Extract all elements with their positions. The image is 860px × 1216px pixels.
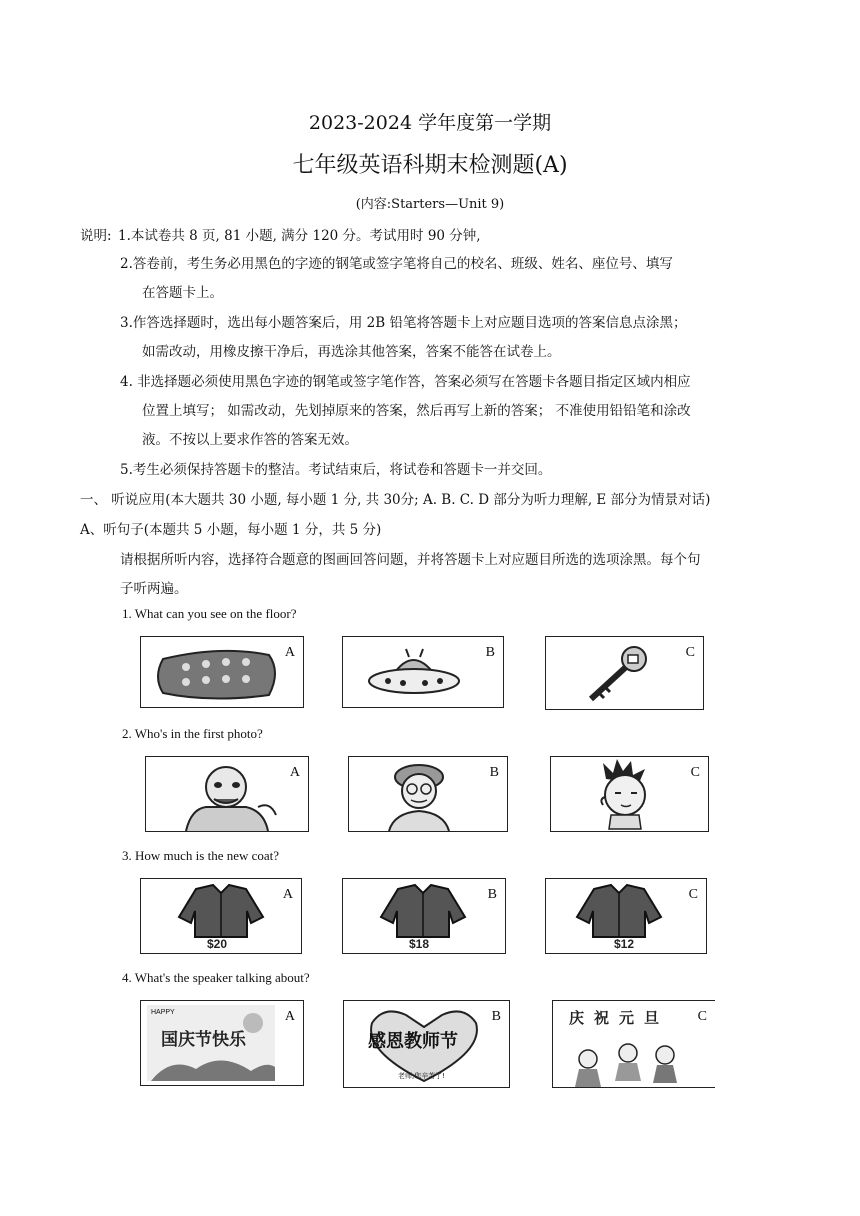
option-label: C: [685, 645, 695, 660]
option-label: B: [487, 887, 497, 902]
instruction-3-cont: 如需改动，用橡皮擦干净后，再选涂其他答案，答案不能答在试卷上。: [142, 344, 561, 360]
section-heading: 一、 听说应用(本大题共 30 小题, 每小题 1 分, 共 30分; A. B. C. D 部分为听力理解, E 部分为情景对话): [80, 492, 711, 508]
exam-term: 2023-2024 学年度第一学期: [308, 112, 552, 134]
q4-option-b-picture[interactable]: [343, 1000, 510, 1088]
old-man-icon: [146, 757, 308, 831]
q3-option-a-picture[interactable]: [140, 878, 302, 954]
q2-option-c-picture[interactable]: [550, 756, 709, 832]
q1-option-a-picture[interactable]: [140, 636, 304, 708]
option-label: A: [284, 1009, 295, 1024]
card-happy-text: HAPPY: [151, 1009, 175, 1016]
option-label: B: [485, 645, 495, 660]
part-a-directions-cont: 子听两遍。: [120, 581, 188, 597]
key-icon: [546, 637, 703, 709]
option-label: C: [688, 887, 698, 902]
option-label: C: [697, 1009, 707, 1024]
instruction-4: 4. 非选择题必须使用黑色字迹的钢笔或签字笔作答，答案必须写在答题卡各题目指定区域内相应: [120, 374, 691, 390]
question-2: 2. Who's in the first photo?: [122, 726, 263, 741]
q2-option-b-picture[interactable]: [348, 756, 508, 832]
q4-option-a-picture[interactable]: [140, 1000, 304, 1086]
option-label: A: [282, 887, 293, 902]
question-4: 4. What's the speaker talking about?: [122, 970, 310, 985]
price-label: $12: [614, 937, 635, 951]
instruction-1: 1.本试卷共 8 页, 81 小题, 满分 120 分。考试用时 90 分钟,: [118, 228, 481, 244]
instruction-4-cont-1: 位置上填写； 如需改动，先划掉原来的答案，然后再写上新的答案； 不准使用铅铅笔和涂改: [142, 403, 691, 419]
grandma-icon: [349, 757, 507, 831]
instruction-4-cont-2: 液。不按以上要求作答的答案无效。: [142, 432, 358, 448]
exam-scope: (内容:Starters—Unit 9): [355, 197, 505, 212]
q3-option-c-picture[interactable]: [545, 878, 707, 954]
price-label: $18: [409, 937, 430, 951]
q1-option-b-picture[interactable]: [342, 636, 504, 708]
option-label: B: [491, 1009, 501, 1024]
part-a-heading: A、听句子(本题共 5 小题，每小题 1 分，共 5 分): [80, 522, 382, 538]
card-main-text: 国庆节快乐: [161, 1030, 246, 1050]
ufo-icon: [343, 637, 503, 707]
exam-title: 七年级英语科期末检测题(A): [292, 153, 568, 178]
q2-option-a-picture[interactable]: [145, 756, 309, 832]
instruction-3: 3.作答选择题时，选出每小题答案后，用 2B 铅笔将答题卡上对应题目选项的答案信息点涂黑；: [120, 315, 687, 331]
q1-option-c-picture[interactable]: [545, 636, 704, 710]
card-sub-text: 老师,您辛苦了!: [398, 1072, 446, 1080]
option-label: A: [284, 645, 295, 660]
boy-icon: [551, 757, 708, 831]
option-label: B: [489, 765, 499, 780]
q4-option-c-picture[interactable]: [552, 1000, 715, 1088]
part-a-directions: 请根据所听内容，选择符合题意的图画回答问题，并将答题卡上对应题目所选的选项涂黑。每个句: [120, 552, 701, 568]
instructions-label: 说明:: [80, 228, 112, 244]
card-main-text: 感恩教师节: [368, 1031, 458, 1052]
option-label: C: [690, 765, 700, 780]
instruction-2-cont: 在答题卡上。: [142, 285, 223, 301]
cushion-icon: [141, 637, 303, 707]
instruction-2: 2.答卷前，考生务必用黑色的字迹的钢笔或签字笔将自己的校名、班级、姓名、座位号、填写: [120, 256, 673, 272]
question-3: 3. How much is the new coat?: [122, 848, 280, 863]
instruction-5: 5.考生必须保持答题卡的整洁。考试结束后，将试卷和答题卡一并交回。: [120, 462, 552, 478]
question-1: 1. What can you see on the floor?: [122, 606, 297, 621]
option-label: A: [289, 765, 300, 780]
price-label: $20: [207, 937, 228, 951]
card-top-text: 庆祝元旦: [569, 1009, 670, 1027]
q3-option-b-picture[interactable]: [342, 878, 506, 954]
